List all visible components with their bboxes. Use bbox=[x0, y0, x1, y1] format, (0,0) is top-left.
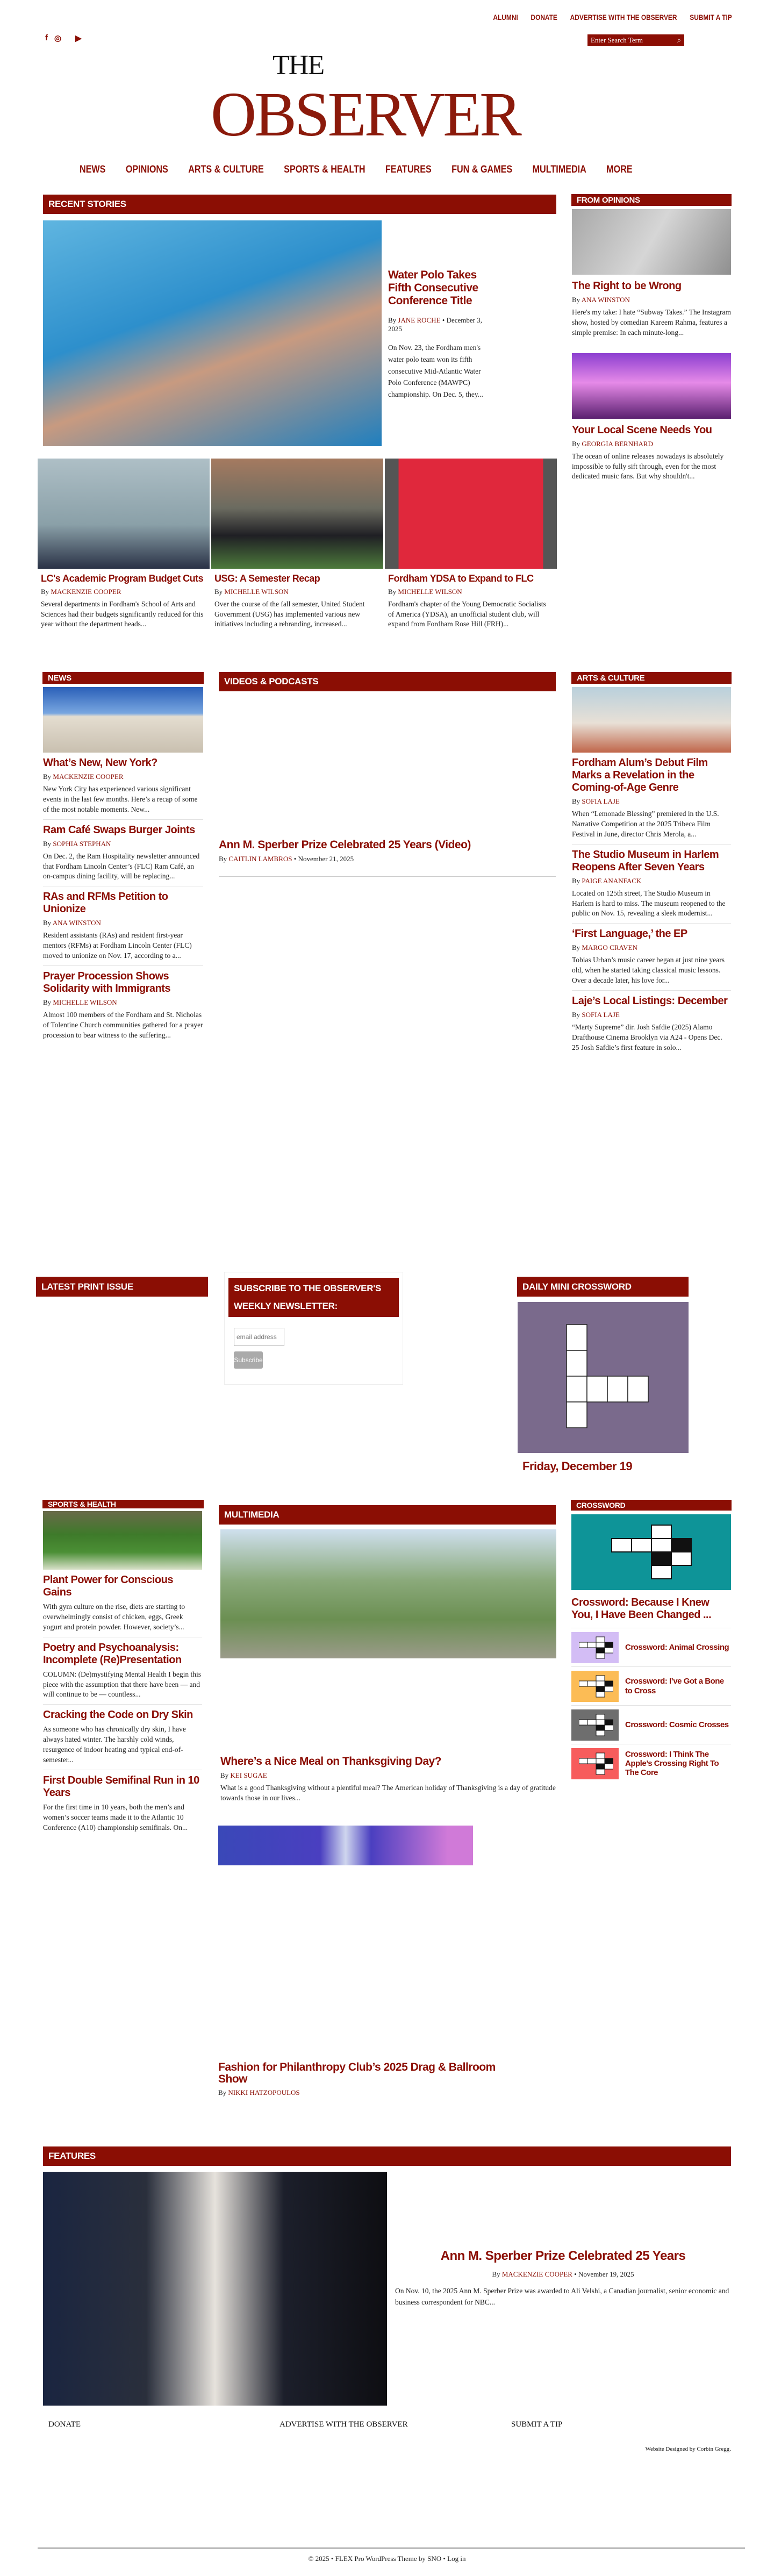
by-label: By bbox=[220, 1771, 229, 1780]
crossword-item bbox=[571, 1628, 731, 1666]
story-card bbox=[38, 459, 210, 634]
crossword-title[interactable]: Crossword: Animal Crossing bbox=[625, 1642, 729, 1652]
date: • December 3, 2025 bbox=[388, 316, 482, 333]
by-label: By bbox=[41, 587, 49, 596]
mini-crossword-image[interactable] bbox=[518, 1302, 689, 1453]
facebook-icon[interactable]: f bbox=[45, 33, 48, 42]
daily-mini-crossword-header: DAILY MINI CROSSWORD bbox=[517, 1277, 689, 1297]
by-label: By bbox=[43, 998, 52, 1007]
author-link[interactable]: SOFIA LAJE bbox=[582, 797, 620, 805]
story-excerpt: Fordham's chapter of the Young Democratic Socialists of America (YDSA), an unofficial student club, will expand from Fordham Rose Hill (FRH)... bbox=[388, 599, 546, 628]
by-label: By bbox=[219, 855, 227, 863]
by-label: By bbox=[218, 2088, 227, 2097]
story-excerpt: When “Lemonade Blessing” premiered in the U.S. Narrative Competition at the 2025 Tribeca Film Festival in June, director Chris Merola, a... bbox=[572, 810, 719, 838]
water-polo-image[interactable] bbox=[43, 220, 382, 446]
crossword-thumbnail[interactable] bbox=[571, 1671, 619, 1702]
byline bbox=[572, 797, 731, 806]
by-label: By bbox=[572, 797, 580, 805]
story-image[interactable] bbox=[385, 459, 557, 569]
story-excerpt: For the first time in 10 years, both the men’s and women’s soccer teams made it to the Atlantic 10 Conference (A10) championship semifinals. On... bbox=[43, 1802, 188, 1831]
author-link[interactable]: KEI SUGAE bbox=[230, 1771, 267, 1780]
crossword-thumbnail[interactable] bbox=[571, 1709, 619, 1741]
crossword-grid-icon bbox=[579, 1675, 613, 1699]
byline bbox=[218, 2088, 498, 2097]
byline bbox=[43, 840, 203, 848]
story-title[interactable]: USG: A Semester Recap bbox=[214, 573, 320, 584]
author-link[interactable]: ANA WINSTON bbox=[52, 919, 101, 927]
story-excerpt: Almost 100 members of the Fordham and St. Nicholas of Tolentine Church communities gathered for a prayer procession to bear witness to the suffering... bbox=[43, 1011, 203, 1039]
byline bbox=[388, 588, 554, 596]
crossword-header: CROSSWORD bbox=[571, 1500, 732, 1511]
story-image[interactable] bbox=[211, 459, 383, 569]
story-title[interactable]: Fordham Alum’s Debut Film Marks a Revelation in the Coming-of-Age Genre bbox=[572, 757, 708, 793]
story-title[interactable]: ‘First Language,’ the EP bbox=[572, 928, 687, 940]
by-label: By bbox=[492, 2270, 500, 2278]
crossword-title[interactable]: Crossword: Cosmic Crosses bbox=[625, 1720, 729, 1729]
byline bbox=[395, 2270, 731, 2279]
footer-divider bbox=[38, 2548, 745, 2549]
date: • November 19, 2025 bbox=[574, 2270, 634, 2278]
author-link[interactable]: JANE ROCHE bbox=[398, 316, 441, 325]
byline bbox=[41, 588, 206, 596]
author-link[interactable]: MICHELLE WILSON bbox=[398, 587, 462, 596]
author-link[interactable]: PAIGE ANANFACK bbox=[582, 876, 642, 885]
story-excerpt: Over the course of the fall semester, United Student Government (USG) has implemented various new initiatives including a rebranding, increased... bbox=[214, 599, 365, 628]
story-image[interactable] bbox=[38, 459, 210, 569]
crossword-item bbox=[571, 1666, 731, 1705]
logo-the: THE bbox=[273, 50, 324, 81]
top-link-submit-tip[interactable]: SUBMIT A TIP bbox=[690, 13, 732, 22]
date: • November 21, 2025 bbox=[293, 855, 354, 863]
story-title[interactable]: First Double Semifinal Run in 10 Years bbox=[43, 1774, 199, 1799]
crossword-list bbox=[571, 1597, 731, 1783]
story-excerpt: As someone who has chronically dry skin, I have always hated winter. The harshly cold winds, resurgence of indoor heating and typical end-of-semester... bbox=[43, 1725, 186, 1764]
story-excerpt: With gym culture on the rise, diets are starting to overwhelmingly consist of chicken, eggs, Greek yogurt and protein powder. However, society’s... bbox=[43, 1602, 185, 1631]
video-title[interactable]: Ann M. Sperber Prize Celebrated 25 Years (Video) bbox=[219, 839, 471, 851]
features-item bbox=[395, 2249, 731, 2308]
crossword-item bbox=[571, 1744, 731, 1783]
author-link[interactable]: SOFIA LAJE bbox=[582, 1011, 620, 1019]
search-input[interactable] bbox=[591, 36, 666, 45]
story-card bbox=[211, 459, 383, 634]
author-link[interactable]: MACKENZIE COOPER bbox=[501, 2270, 572, 2278]
story-image[interactable] bbox=[572, 353, 731, 419]
author-link[interactable]: NIKKI HATZOPOULOS bbox=[228, 2088, 300, 2097]
story-title[interactable]: Your Local Scene Needs You bbox=[572, 424, 712, 436]
by-label: By bbox=[43, 919, 52, 927]
footer-link-donate[interactable]: DONATE bbox=[48, 2420, 81, 2429]
by-label: By bbox=[388, 316, 397, 325]
by-label: By bbox=[572, 876, 580, 885]
crossword-thumbnail[interactable] bbox=[571, 1632, 619, 1663]
opinions-list bbox=[572, 209, 731, 487]
top-link-alumni[interactable]: ALUMNI bbox=[493, 13, 518, 22]
byline bbox=[214, 588, 380, 596]
by-label: By bbox=[43, 839, 52, 848]
story-excerpt: Located on 125th street, The Studio Museum in Harlem is hard to miss. The museum reopened to the public on Nov. 15, revealing a sleek modernist... bbox=[572, 889, 726, 918]
newsletter-header: SUBSCRIBE TO THE OBSERVER'S WEEKLY NEWSLETTER: bbox=[228, 1278, 399, 1317]
by-label: By bbox=[388, 587, 397, 596]
story-title[interactable]: Fordham YDSA to Expand to FLC bbox=[388, 573, 534, 584]
byline bbox=[388, 316, 496, 333]
logo-observer: OBSERVER bbox=[211, 79, 520, 149]
footer-link-advertise[interactable]: ADVERTISE WITH THE OBSERVER bbox=[280, 2420, 408, 2429]
recent-cards bbox=[38, 459, 562, 634]
sports-health-header: SPORTS & HEALTH bbox=[42, 1500, 204, 1508]
author-link[interactable]: ANA WINSTON bbox=[581, 296, 630, 304]
byline bbox=[43, 919, 203, 927]
crossword-title[interactable]: Crossword: I Think The Apple’s Crossing Right To The Core bbox=[625, 1749, 719, 1778]
copyright: © 2025 • FLEX Pro WordPress Theme by SNO • Log in bbox=[308, 2554, 466, 2563]
story-excerpt: Several departments in Fordham's School of Arts and Sciences had their budgets significantly reduced for this year without the department heads... bbox=[41, 599, 204, 628]
author-link[interactable]: MICHELLE WILSON bbox=[53, 998, 117, 1007]
multimedia-item bbox=[220, 1755, 556, 1804]
news-header: NEWS bbox=[42, 672, 204, 684]
nav-features[interactable]: FEATURES bbox=[385, 164, 432, 175]
story-title[interactable]: RAs and RFMs Petition to Unionize bbox=[43, 891, 168, 915]
crossword-grid-icon bbox=[579, 1714, 613, 1737]
top-link-donate[interactable]: DONATE bbox=[531, 13, 558, 22]
newsletter-widget bbox=[224, 1272, 403, 1385]
crossword-lead-title[interactable]: Crossword: Because I Knew You, I Have Been Changed ... bbox=[571, 1597, 712, 1621]
author-link[interactable]: MACKENZIE COOPER bbox=[53, 772, 124, 781]
byline bbox=[220, 1771, 556, 1780]
instagram-icon[interactable]: ◎ bbox=[54, 34, 62, 43]
multimedia-header: MULTIMEDIA bbox=[219, 1505, 556, 1525]
crossword-grid-icon bbox=[518, 1302, 689, 1453]
nav-arts-culture[interactable]: ARTS & CULTURE bbox=[188, 164, 264, 175]
latest-print-issue-header: LATEST PRINT ISSUE bbox=[36, 1277, 208, 1297]
story-title[interactable]: LC's Academic Program Budget Cuts bbox=[41, 573, 204, 584]
story-excerpt: What is a good Thanksgiving without a plentiful meal? The American holiday of Thanksgiving is a day of gratitude towards those in our lives... bbox=[220, 1784, 556, 1802]
by-label: By bbox=[572, 296, 580, 304]
main-nav bbox=[80, 164, 633, 176]
story-excerpt: On Nov. 10, the 2025 Ann M. Sperber Prize was awarded to Ali Velshi, a Canadian journalist, senior economic and business correspondent for NBC... bbox=[395, 2286, 729, 2307]
author-link[interactable]: CAITLIN LAMBROS bbox=[228, 855, 292, 863]
story-title[interactable]: What’s New, New York? bbox=[43, 757, 157, 769]
story-excerpt: “Marty Supreme” dir. Josh Safdie (2025) Alamo Drafthouse Cinema Brooklyn via A24 - Opens Dec. 25 Josh Safdie’s first feature in solo... bbox=[572, 1023, 722, 1051]
by-label: By bbox=[214, 587, 223, 596]
story-title[interactable]: Ram Café Swaps Burger Joints bbox=[43, 824, 195, 836]
crossword-grid-icon bbox=[579, 1752, 613, 1776]
story-title[interactable]: Ann M. Sperber Prize Celebrated 25 Years bbox=[440, 2249, 686, 2263]
videos-podcasts-header: VIDEOS & PODCASTS bbox=[219, 672, 556, 691]
story-title[interactable]: Cracking the Code on Dry Skin bbox=[43, 1709, 193, 1721]
byline bbox=[43, 998, 203, 1007]
author-link[interactable]: SOPHIA STEPHAN bbox=[53, 839, 111, 848]
story-image[interactable] bbox=[43, 1511, 202, 1570]
lead-story bbox=[388, 269, 496, 400]
lead-story-excerpt: On Nov. 23, the Fordham men's water polo team won its fifth consecutive Mid-Atlantic Water Polo Conference (MAWPC) championship. On Dec. 5, they... bbox=[388, 344, 483, 398]
lead-story-title[interactable]: Water Polo Takes Fifth Consecutive Conference Title bbox=[388, 269, 478, 307]
crossword-item bbox=[571, 1705, 731, 1744]
email-input[interactable] bbox=[234, 1328, 284, 1346]
story-title[interactable]: Laje’s Local Listings: December bbox=[572, 995, 728, 1007]
story-title[interactable]: The Right to be Wrong bbox=[572, 280, 682, 292]
story-excerpt: Resident assistants (RAs) and resident first-year mentors (RFMs) at Fordham Lincoln Center (FLC) moved to unionize on Nov. 17, according to a... bbox=[43, 931, 192, 960]
crossword-title[interactable]: Crossword: I’ve Got a Bone to Cross bbox=[625, 1677, 724, 1695]
author-link[interactable]: MARGO CRAVEN bbox=[582, 943, 637, 952]
story-excerpt: Tobias Urban’s music career began at just nine years old, when he started taking classical music lessons. Over a decade later, his love for... bbox=[572, 956, 725, 985]
from-opinions-header: FROM OPINIONS bbox=[571, 194, 732, 206]
author-link[interactable]: MICHELLE WILSON bbox=[224, 587, 289, 596]
byline bbox=[572, 296, 731, 304]
search-icon[interactable]: ⌕ bbox=[677, 36, 681, 44]
nav-opinions[interactable]: OPINIONS bbox=[125, 164, 168, 175]
by-label: By bbox=[43, 772, 52, 781]
crossword-lead-image[interactable] bbox=[571, 1514, 731, 1590]
top-links bbox=[493, 13, 732, 22]
crossword-grid-icon bbox=[571, 1514, 731, 1590]
story-image[interactable] bbox=[572, 209, 731, 275]
arts-culture-header: ARTS & CULTURE bbox=[571, 672, 732, 684]
crossword-thumbnail[interactable] bbox=[571, 1748, 619, 1779]
footer-link-submit-tip[interactable]: SUBMIT A TIP bbox=[511, 2420, 563, 2429]
nav-multimedia[interactable]: MULTIMEDIA bbox=[532, 164, 586, 175]
story-title[interactable]: Where’s a Nice Meal on Thanksgiving Day? bbox=[220, 1755, 442, 1768]
multimedia-image[interactable] bbox=[218, 1826, 473, 1865]
by-label: By bbox=[572, 1011, 580, 1019]
subscribe-button[interactable]: Subscribe bbox=[234, 1351, 263, 1369]
byline bbox=[572, 877, 731, 885]
multimedia-image[interactable] bbox=[220, 1529, 556, 1658]
search-box bbox=[587, 34, 684, 46]
nav-sports-health[interactable]: SPORTS & HEALTH bbox=[284, 164, 366, 175]
story-title[interactable]: Fashion for Philanthropy Club’s 2025 Drag & Ballroom Show bbox=[218, 2061, 496, 2086]
video-item bbox=[219, 839, 556, 877]
top-link-advertise[interactable]: ADVERTISE WITH THE OBSERVER bbox=[570, 13, 677, 22]
nav-news[interactable]: NEWS bbox=[80, 164, 106, 175]
byline bbox=[43, 772, 203, 781]
byline bbox=[572, 1011, 731, 1019]
story-excerpt: COLUMN: (De)mystifying Mental Health I begin this piece with the assumption that there have been — and will continue to be — countless... bbox=[43, 1670, 201, 1699]
story-excerpt: The ocean of online releases nowadays is absolutely impossible to fully sift through, even for the most dedicated music fans. But why shouldn't... bbox=[572, 452, 724, 481]
social-links bbox=[45, 33, 82, 43]
recent-stories-header: RECENT STORIES bbox=[43, 195, 556, 214]
sports-list bbox=[43, 1511, 202, 1837]
features-image[interactable] bbox=[43, 2172, 387, 2406]
story-excerpt: Here's my take: I hate “Subway Takes.” The Instagram show, hosted by comedian Kareem Rahma, features a simple premise: In each minute-long... bbox=[572, 308, 732, 337]
story-card bbox=[385, 459, 557, 634]
story-excerpt: On Dec. 2, the Ram Hospitality newsletter announced that Fordham Lincoln Center’s (FLC) Ram Café, an on-campus dining facility, will be replacing... bbox=[43, 851, 200, 881]
story-title[interactable]: Poetry and Psychoanalysis: Incomplete (Re)Presentation bbox=[43, 1641, 182, 1666]
nav-fun-games[interactable]: FUN & GAMES bbox=[452, 164, 513, 175]
story-image[interactable] bbox=[43, 687, 203, 753]
news-list bbox=[43, 687, 203, 1045]
arts-list bbox=[572, 687, 731, 1057]
byline bbox=[572, 440, 731, 448]
mini-crossword-date[interactable]: Friday, December 19 bbox=[522, 1459, 633, 1473]
by-label: By bbox=[572, 439, 580, 448]
story-title[interactable]: Prayer Procession Shows Solidarity with Immigrants bbox=[43, 970, 171, 995]
author-link[interactable]: GEORGIA BERNHARD bbox=[582, 439, 653, 448]
features-header: FEATURES bbox=[43, 2146, 731, 2166]
youtube-icon[interactable]: ▶ bbox=[75, 34, 82, 43]
story-title[interactable]: The Studio Museum in Harlem Reopens After Seven Years bbox=[572, 848, 719, 873]
nav-more[interactable]: MORE bbox=[606, 164, 633, 175]
byline bbox=[219, 855, 556, 863]
by-label: By bbox=[572, 943, 580, 952]
site-logo[interactable] bbox=[204, 52, 570, 148]
byline bbox=[572, 943, 731, 952]
story-excerpt: New York City has experienced various significant events in the last few months. Here’s a recap of some of the most notable moments. New... bbox=[43, 785, 198, 813]
author-link[interactable]: MACKENZIE COOPER bbox=[51, 587, 121, 596]
multimedia-item bbox=[218, 2062, 498, 2100]
designer-credit: Website Designed by Corbin Gregg. bbox=[645, 2446, 731, 2452]
story-image[interactable] bbox=[572, 687, 731, 753]
story-title[interactable]: Plant Power for Conscious Gains bbox=[43, 1574, 173, 1598]
crossword-grid-icon bbox=[579, 1636, 613, 1660]
